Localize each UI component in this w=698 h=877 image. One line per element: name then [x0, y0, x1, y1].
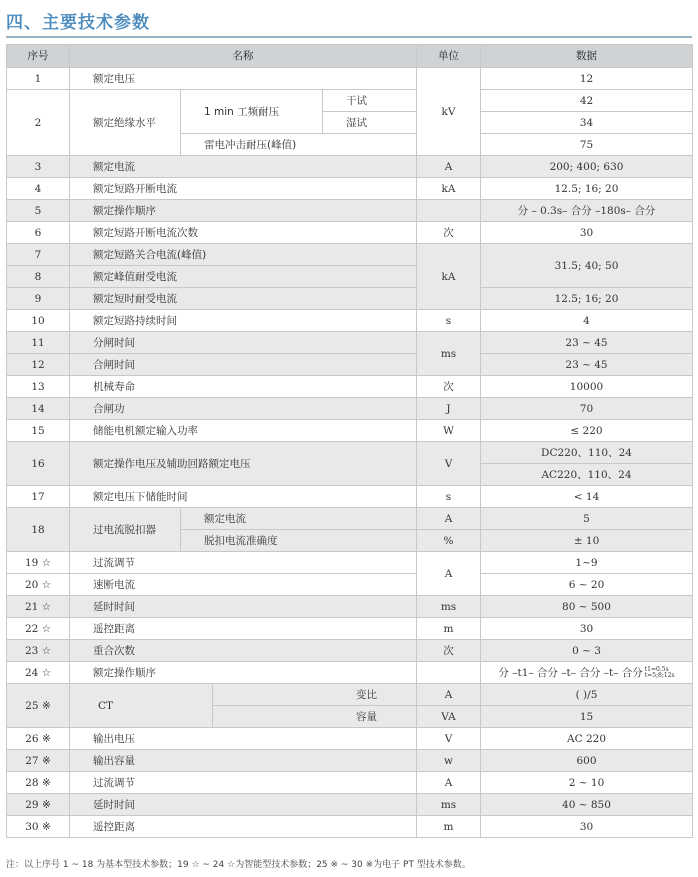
- row-no: 11: [7, 332, 70, 354]
- table-row: [7, 508, 693, 530]
- table-row: [7, 244, 693, 266]
- row-no: 14: [7, 398, 70, 420]
- row-subname: 额定电流: [181, 508, 417, 530]
- table-row: [7, 310, 693, 332]
- row-unit: A: [417, 684, 481, 706]
- row-name: 速断电流: [70, 574, 417, 596]
- row-subname: 湿试: [323, 112, 417, 134]
- row-no: 8: [7, 266, 70, 288]
- row-data: 15: [481, 706, 693, 728]
- header-name: 名称: [70, 45, 417, 68]
- ct-capacity-label: 容量: [356, 710, 377, 723]
- row-name: 遥控距离: [70, 618, 417, 640]
- row-data: 200; 400; 630: [481, 156, 693, 178]
- row-no: 9: [7, 288, 70, 310]
- ct-ratio-label: 变比: [356, 688, 377, 701]
- header-no: 序号: [7, 45, 70, 68]
- row-unit: 次: [417, 222, 481, 244]
- row-data: < 14: [481, 486, 693, 508]
- row-unit: kA: [417, 178, 481, 200]
- row-data: 12.5; 16; 20: [481, 288, 693, 310]
- table-header: [7, 45, 693, 68]
- row-no: 15: [7, 420, 70, 442]
- row-data: ± 10: [481, 530, 693, 552]
- table-row: [7, 222, 693, 244]
- row-name: 额定操作电压及辅助回路额定电压: [70, 442, 417, 486]
- table-row: [7, 794, 693, 816]
- row-no: 4: [7, 178, 70, 200]
- row-data: 42: [481, 90, 693, 112]
- row-unit: A: [417, 772, 481, 794]
- sequence-text: 分 –t1– 合分 –t– 合分 –t– 合分: [498, 666, 643, 679]
- row-unit: ms: [417, 596, 481, 618]
- row-data: 600: [481, 750, 693, 772]
- row-no: 24 ☆: [7, 662, 70, 684]
- row-unit: w: [417, 750, 481, 772]
- row-data: DC220、110、24: [481, 442, 693, 464]
- row-data: 4: [481, 310, 693, 332]
- row-name: 过电流脱扣器: [70, 508, 181, 552]
- table-row: [7, 486, 693, 508]
- row-no: 13: [7, 376, 70, 398]
- table-row: [7, 156, 693, 178]
- row-name: 输出容量: [70, 750, 417, 772]
- row-data: 分 – 0.3s– 合分 –180s– 合分: [481, 200, 693, 222]
- row-data: 12.5; 16; 20: [481, 178, 693, 200]
- row-data: 30: [481, 222, 693, 244]
- row-name: 额定短路开断电流: [70, 178, 417, 200]
- row-data: [481, 662, 693, 684]
- row-unit: ms: [417, 794, 481, 816]
- row-unit: VA: [417, 706, 481, 728]
- row-unit: V: [417, 442, 481, 486]
- row-no: 7: [7, 244, 70, 266]
- row-no: 27 ※: [7, 750, 70, 772]
- row-no: 10: [7, 310, 70, 332]
- row-name: 额定操作顺序: [70, 662, 417, 684]
- row-no: 3: [7, 156, 70, 178]
- row-name: 输出电压: [70, 728, 417, 750]
- table-row: [7, 332, 693, 354]
- table-row: [7, 816, 693, 838]
- table-row: [7, 68, 693, 90]
- row-name: 额定峰值耐受电流: [70, 266, 417, 288]
- table-row: [7, 420, 693, 442]
- table-row: [7, 574, 693, 596]
- table-row: [7, 596, 693, 618]
- row-unit: m: [417, 816, 481, 838]
- table-row: [7, 772, 693, 794]
- title-rule: [6, 36, 692, 38]
- table-row: [7, 750, 693, 772]
- row-subname: [213, 706, 417, 728]
- row-no: 6: [7, 222, 70, 244]
- row-data: 1~9: [481, 552, 693, 574]
- row-unit: 次: [417, 640, 481, 662]
- row-name: CT: [70, 684, 213, 728]
- row-name: 额定电流: [70, 156, 417, 178]
- header-data: 数据: [481, 45, 693, 68]
- row-unit: J: [417, 398, 481, 420]
- table-row: [7, 200, 693, 222]
- header-unit: 单位: [417, 45, 481, 68]
- row-subname: 脱扣电流准确度: [181, 530, 417, 552]
- row-subname: 雷电冲击耐压(峰值): [181, 134, 417, 156]
- row-no: 21 ☆: [7, 596, 70, 618]
- table-row: [7, 618, 693, 640]
- row-no: 20 ☆: [7, 574, 70, 596]
- row-unit: %: [417, 530, 481, 552]
- row-no: 26 ※: [7, 728, 70, 750]
- row-no: 29 ※: [7, 794, 70, 816]
- row-data: AC220、110、24: [481, 464, 693, 486]
- row-no: 16: [7, 442, 70, 486]
- row-data: 80 ~ 500: [481, 596, 693, 618]
- row-name: 过流调节: [70, 552, 417, 574]
- row-no: 12: [7, 354, 70, 376]
- row-unit: s: [417, 310, 481, 332]
- row-unit: 次: [417, 376, 481, 398]
- row-unit: [417, 662, 481, 684]
- row-name: 延时时间: [70, 596, 417, 618]
- row-name: 分闸时间: [70, 332, 417, 354]
- table-row: [7, 728, 693, 750]
- row-no: 1: [7, 68, 70, 90]
- row-data: 23 ~ 45: [481, 354, 693, 376]
- row-name: 额定操作顺序: [70, 200, 417, 222]
- table-row: [7, 442, 693, 464]
- row-subname: 1 min 工频耐压: [181, 90, 323, 134]
- row-name: 合闸时间: [70, 354, 417, 376]
- row-no: 5: [7, 200, 70, 222]
- table-row: [7, 662, 693, 684]
- sequence-t1: t1=0.5s: [644, 665, 669, 673]
- row-data: 30: [481, 816, 693, 838]
- row-data: 12: [481, 68, 693, 90]
- table-row: [7, 684, 693, 706]
- row-name: 额定短路持续时间: [70, 310, 417, 332]
- row-name: 额定短路关合电流(峰值): [70, 244, 417, 266]
- row-name: 额定电压下储能时间: [70, 486, 417, 508]
- row-unit: s: [417, 486, 481, 508]
- row-name: 合闸功: [70, 398, 417, 420]
- row-no: 23 ☆: [7, 640, 70, 662]
- row-data: ( )/5: [481, 684, 693, 706]
- table-row: [7, 354, 693, 376]
- row-name: 额定电压: [70, 68, 417, 90]
- row-data: 40 ~ 850: [481, 794, 693, 816]
- row-data: 23 ~ 45: [481, 332, 693, 354]
- row-data: 31.5; 40; 50: [481, 244, 693, 288]
- row-subname: [213, 684, 417, 706]
- row-no: 17: [7, 486, 70, 508]
- row-name: 延时时间: [70, 794, 417, 816]
- row-unit: A: [417, 552, 481, 596]
- row-data: AC 220: [481, 728, 693, 750]
- table-row: [7, 376, 693, 398]
- row-no: 19 ☆: [7, 552, 70, 574]
- row-name: 遥控距离: [70, 816, 417, 838]
- row-no: 22 ☆: [7, 618, 70, 640]
- row-no: 18: [7, 508, 70, 552]
- section-title: 四、主要技术参数: [6, 13, 150, 33]
- parameters-table: [6, 44, 693, 838]
- row-data: 2 ~ 10: [481, 772, 693, 794]
- row-unit: V: [417, 728, 481, 750]
- footnote: 注：以上序号 1 ~ 18 为基本型技术参数；19 ☆ ~ 24 ☆为智能型技术参数；25 ※ ~ 30 ※为电子 PT 型技术参数。: [6, 860, 471, 870]
- row-name: 额定绝缘水平: [70, 90, 181, 156]
- row-name: 过流调节: [70, 772, 417, 794]
- table-row: [7, 178, 693, 200]
- row-unit: A: [417, 508, 481, 530]
- sequence-subscript: [645, 667, 675, 679]
- row-no: 25 ※: [7, 684, 70, 728]
- row-data: 34: [481, 112, 693, 134]
- row-unit: ms: [417, 332, 481, 376]
- row-name: 额定短时耐受电流: [70, 288, 417, 310]
- row-no: 2: [7, 90, 70, 156]
- row-unit: A: [417, 156, 481, 178]
- sequence-t: t=5;8;12s: [644, 671, 675, 679]
- row-name: 储能电机额定输入功率: [70, 420, 417, 442]
- row-name: 重合次数: [70, 640, 417, 662]
- row-name: 额定短路开断电流次数: [70, 222, 417, 244]
- row-data: 10000: [481, 376, 693, 398]
- row-no: 30 ※: [7, 816, 70, 838]
- table-row: [7, 398, 693, 420]
- row-data: 30: [481, 618, 693, 640]
- row-unit: kV: [417, 68, 481, 156]
- table-row: [7, 640, 693, 662]
- row-no: 28 ※: [7, 772, 70, 794]
- row-unit: kA: [417, 244, 481, 310]
- row-data: 75: [481, 134, 693, 156]
- row-data: ≤ 220: [481, 420, 693, 442]
- row-data: 0 ~ 3: [481, 640, 693, 662]
- row-data: 5: [481, 508, 693, 530]
- row-unit: m: [417, 618, 481, 640]
- table-row: [7, 552, 693, 574]
- row-data: 6 ~ 20: [481, 574, 693, 596]
- row-subname: 干试: [323, 90, 417, 112]
- row-data: 70: [481, 398, 693, 420]
- row-unit: [417, 200, 481, 222]
- table-row: [7, 288, 693, 310]
- row-unit: W: [417, 420, 481, 442]
- row-name: 机械寿命: [70, 376, 417, 398]
- table-row: [7, 90, 693, 112]
